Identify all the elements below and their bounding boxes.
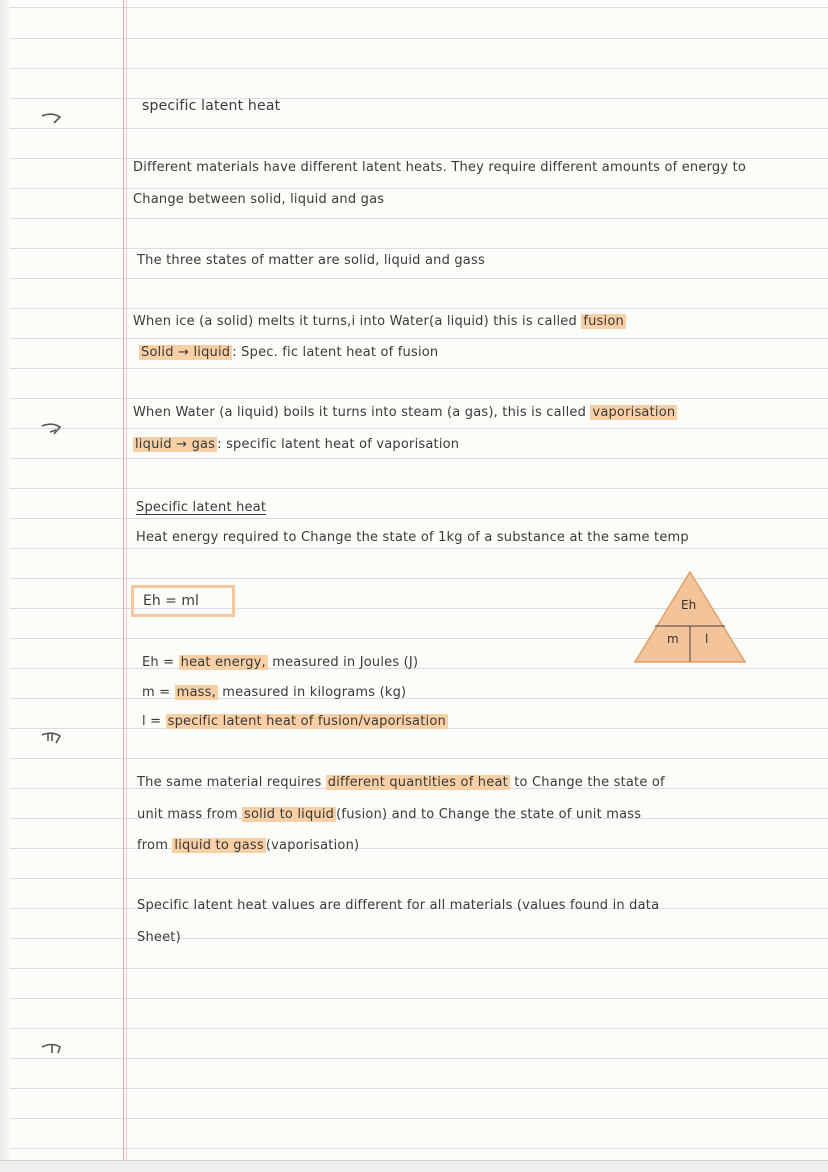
vaporisation-arrow-rest: : specific latent heat of vaporisation xyxy=(217,437,460,452)
fusion-term: fusion xyxy=(583,314,624,329)
variable-symbol: l = xyxy=(142,714,162,729)
text-segment: unit mass from xyxy=(137,807,238,822)
states-line: The three states of matter are solid, liquid and gass xyxy=(137,253,485,268)
punch-hole-icon xyxy=(38,1038,68,1060)
highlight-segment: solid to liquid xyxy=(244,807,335,822)
triangle-top-label: Eh xyxy=(681,598,697,612)
fusion-arrow-line xyxy=(139,345,438,360)
triangle-bottom-left-label: m xyxy=(667,632,679,646)
vaporisation-sentence-text: When Water (a liquid) boils it turns into steam (a gas), this is called xyxy=(133,405,587,420)
page-left-edge xyxy=(0,0,10,1171)
variable-row xyxy=(142,714,448,729)
formula-box: Eh = ml xyxy=(131,585,235,617)
vaporisation-from: liquid xyxy=(135,437,172,452)
variable-symbol: m = xyxy=(142,685,171,700)
highlight-segment: different quantities of heat xyxy=(327,775,508,790)
values-line-2: Sheet) xyxy=(137,930,181,945)
variable-row xyxy=(142,685,406,700)
variable-name: heat energy, xyxy=(180,655,266,670)
definition-text: Heat energy required to Change the state of 1kg of a substance at the same temp xyxy=(136,530,689,545)
text-segment: (vaporisation) xyxy=(265,838,360,853)
punch-hole-icon xyxy=(38,727,68,749)
highlight-segment: liquid to gass xyxy=(174,838,264,853)
intro-line-1: Different materials have different latent heats. They require different amounts of energy to xyxy=(133,160,747,175)
text-segment: The same material requires xyxy=(137,775,322,790)
margin-line-secondary xyxy=(126,0,127,1171)
same-material-line-1 xyxy=(137,775,665,790)
fusion-from: Solid xyxy=(141,345,174,360)
variable-name: mass, xyxy=(176,685,216,700)
margin-line xyxy=(123,0,124,1171)
page-bottom-edge xyxy=(0,1160,828,1172)
vaporisation-term: vaporisation xyxy=(592,405,676,420)
text-segment: (fusion) and to Change the state of unit mass xyxy=(336,807,642,822)
variable-row xyxy=(142,655,418,670)
fusion-arrow-highlight xyxy=(139,345,232,360)
fusion-sentence xyxy=(133,314,626,329)
punch-hole-icon xyxy=(38,418,68,440)
vaporisation-arrow-highlight xyxy=(133,437,217,452)
arrow-icon: → xyxy=(178,345,190,360)
text-segment: to Change the state of xyxy=(514,775,665,790)
formula-triangle xyxy=(633,570,747,664)
fusion-sentence-text: When ice (a solid) melts it turns,i into Water(a liquid) this is called xyxy=(133,314,577,329)
variable-name: specific latent heat of fusion/vaporisation xyxy=(167,714,446,729)
vaporisation-sentence xyxy=(133,405,677,420)
variable-symbol: Eh = xyxy=(142,655,175,670)
arrow-icon: → xyxy=(176,437,188,452)
definition-heading: Specific latent heat xyxy=(136,500,267,515)
punch-hole-icon xyxy=(38,108,68,130)
text-segment: from xyxy=(137,838,169,853)
page-title: specific latent heat xyxy=(142,98,281,114)
fusion-to: liquid xyxy=(193,345,231,360)
intro-line-2: Change between solid, liquid and gas xyxy=(133,192,385,207)
variable-desc: measured in kilograms (kg) xyxy=(222,685,407,700)
vaporisation-to: gas xyxy=(191,437,216,452)
variable-desc: measured in Joules (J) xyxy=(272,655,419,670)
triangle-bottom-right-label: l xyxy=(705,632,709,646)
formula-triangle-shape xyxy=(633,570,747,664)
vaporisation-arrow-line xyxy=(133,437,459,452)
values-line-1: Specific latent heat values are different for all materials (values found in data xyxy=(137,898,660,913)
same-material-line-3 xyxy=(137,838,359,853)
same-material-line-2 xyxy=(137,807,641,822)
fusion-arrow-rest: : Spec. fic latent heat of fusion xyxy=(232,345,439,360)
